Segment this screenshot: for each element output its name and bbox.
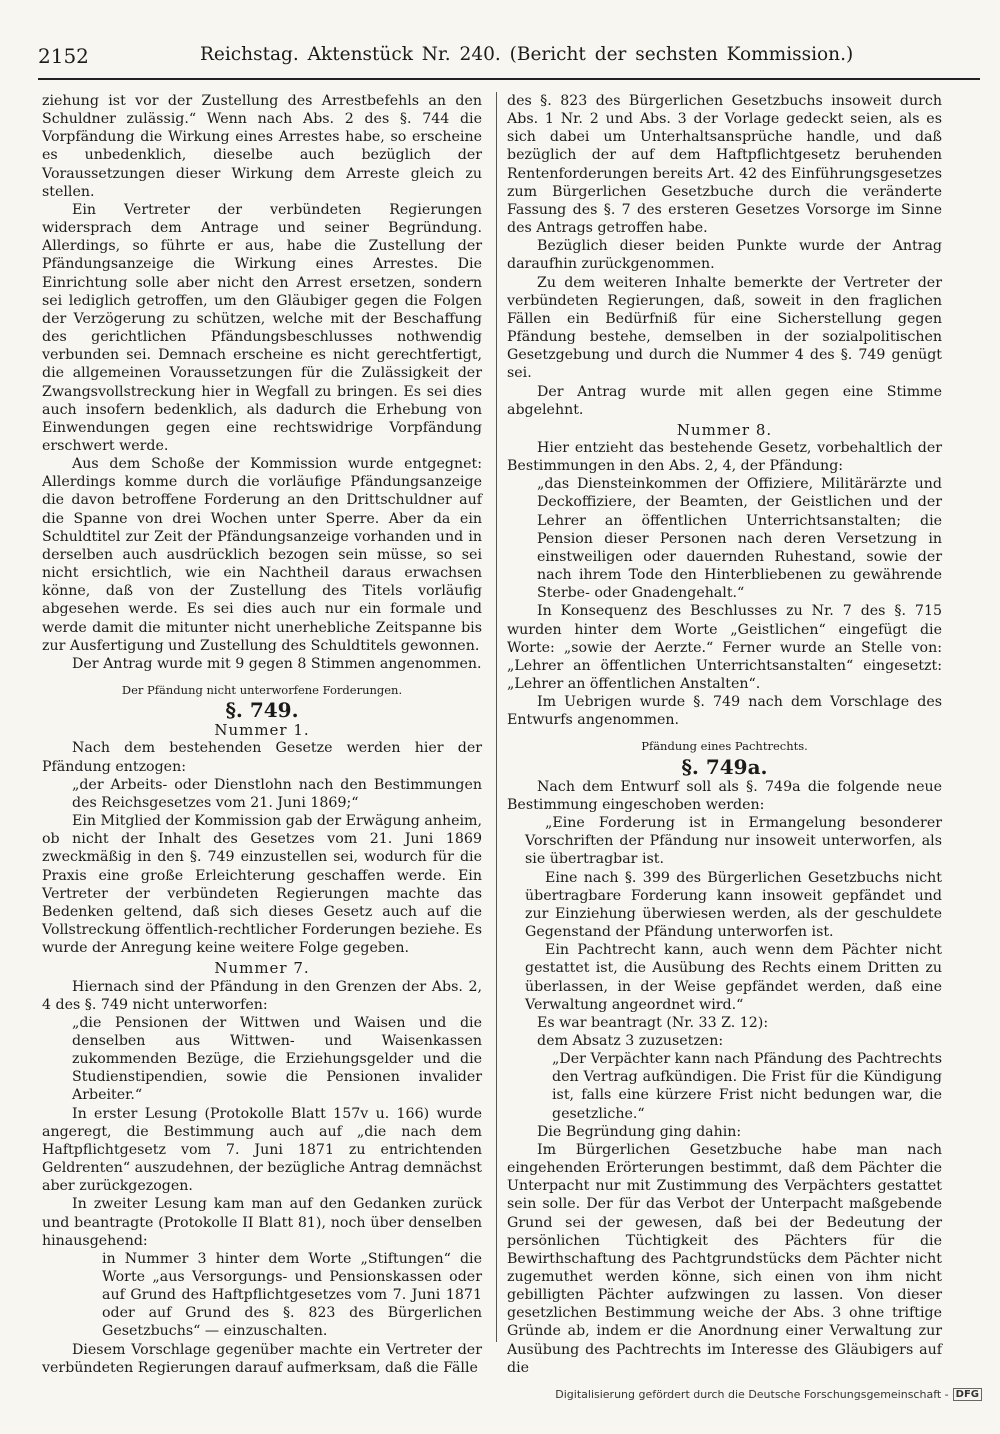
paragraph: Es war beantragt (Nr. 33 Z. 12): — [537, 1014, 769, 1031]
paragraph: In Konsequenz des Beschlusses zu Nr. 7 des §. 715 wurden hinter dem Worte „Geistlichen“ eingefügt die Worte: „sowie der Aerzte.“ Ferner wurde an Stelle von: „Lehrer an öffentlichen Unterrichtsanstalten“ eingesetzt: „Lehrer an öffentlichen Anstalten“. — [507, 603, 942, 692]
paragraph: Aus dem Schoße der Kommission wurde entgegnet: Allerdings komme durch die vorläufige Pfändungsanzeige die davon betroffene Forderung an den Drittschuldner auf die Spanne von drei Wochen unter Sperre. Aber da ein Schuldtitel zur Zeit der Pfändungsanzeige vorhanden und in derselben auch ausdrücklich bezogen sein müsse, so sei nicht ersichtlich, wie ein Nachtheil daraus erwachsen könne, daß von der Zustellung des Titels vorläufig abgesehen werde. Es sei dies auch nur ein formale und werde damit die mitunter nicht unerhebliche Zeitspanne bis zur Ausfertigung und Zustellung des Schuldtitels gewonnen. — [42, 456, 482, 654]
footer-credit — [555, 1388, 982, 1401]
paragraph: Ein Mitglied der Kommission gab der Erwägung anheim, ob nicht der Inhalt des Gesetzes vom 21. Juni 1869 zweckmäßig in den §. 749 einzustellen sei, wodurch für die Praxis eine große Erleichterung geschaffen werde. Ein Vertreter der verbündeten Regierungen machte das Bedenken geltend, daß sich dieses Gesetz auch auf die Vollstreckung öffentlich-rechtlicher Forderungen beziehe. Es wurde der Anregung keine weitere Folge gegeben. — [42, 813, 482, 957]
quotation: „das Diensteinkommen der Offiziere, Militärärzte und Deckoffiziere, der Beamten, der Geistlichen und der Lehrer an öffentlichen Unterrichtsanstalten; die Pension dieser Personen nach deren Versetzung in einstweiligen oder dauernden Ruhestand, sowie der nach ihrem Tode den Hinterbliebenen zu gewährende Sterbe- oder Gnadengehalt.“ — [537, 476, 942, 602]
quotation: „Der Verpächter kann nach Pfändung des Pachtrechts den Vertrag aufkündigen. Die Frist für die Kündigung ist, falls eine kürzere Frist nicht bedungen war, die gesetzliche.“ — [552, 1051, 942, 1122]
paragraph: des §. 823 des Bürgerlichen Gesetzbuchs insoweit durch Abs. 1 Nr. 2 und Abs. 3 der Vorlage gedeckt seien, als es sich dabei um Unterhaltsansprüche handle, und daß bezüglich der auf dem Haftpflichtgesetz beruhenden Rentenforderungen bereits Art. 42 des Einführungsgesetzes zum Bürgerlichen Gesetzbuche durch die veränderte Fassung des §. 7 des ersteren Gesetzes Vorsorge im Sinne des Antrags getroffen habe. — [507, 93, 942, 237]
paragraph: Hier entzieht das bestehende Gesetz, vorbehaltlich der Bestimmungen in den Abs. 2, 4, der Pfändung: — [507, 439, 942, 475]
number-heading: Nummer 7. — [214, 959, 310, 978]
column-divider — [496, 92, 497, 1342]
quotation: „Eine Forderung ist in Ermangelung besonderer Vorschriften der Pfändung nur insoweit unterworfen, als sie übertragbar ist. — [525, 815, 942, 868]
paragraph: Im Uebrigen wurde §. 749 nach dem Vorschlage des Entwurfs angenommen. — [507, 694, 942, 729]
number-heading: Nummer 8. — [676, 420, 773, 439]
paragraph: Zu dem weiteren Inhalte bemerkte der Vertreter der verbündeten Regierungen, daß, soweit in den fraglichen Fällen ein Bedürfniß für eine Sicherstellung gegen Pfändung bestehe, demselben in der sozialpolitischen Gesetzgebung und durch die Nummer 4 des §. 749 genügt sei. — [507, 274, 942, 382]
running-title: Reichstag. Aktenstück Nr. 240. (Bericht der sechsten Kommission.) — [200, 44, 854, 65]
quotation: Ein Pachtrecht kann, auch wenn dem Pächter nicht gestattet ist, die Ausübung des Rechts einem Dritten zu überlassen, in der Weise gepfändet werden, daß eine Verwaltung angeordnet wird.“ — [525, 942, 942, 1013]
paragraph: Ein Vertreter der verbündeten Regierungen widersprach dem Antrage und seiner Begründung. Allerdings, so führte er aus, habe die Zustellung der Pfändungsanzeige die Wirkung eines Arrestes. Die Einrichtung solle aber nicht den Arrest ersetzen, sondern sei lediglich getroffen, um den Gläubiger gegen die Folgen der Verzögerung zu schützen, welche mit der Beschaffung des gerichtlichen Pfändungsbeschlusses nothwendig verbunden sei. Demnach erscheine es nicht gerechtfertigt, die allgemeinen Voraussetzungen für die Zulässigkeit der Zwangsvollstreckung hier in Wegfall zu bringen. Es sei dies auch insofern bedenklich, als dadurch die Erhebung von Einwendungen gegen eine rechtswidrige Vorpfändung erschwert werde. — [42, 201, 482, 454]
page-header — [38, 44, 978, 74]
dfg-logo-icon: DFG — [953, 1388, 982, 1401]
left-column — [42, 92, 482, 1377]
quotation: „die Pensionen der Wittwen und Waisen und die denselben aus Wittwen- und Waisenkassen zukommenden Bezüge, die Erziehungsgelder und die Studienstipendien, sowie die Pensionen invalider Arbeiter.“ — [72, 1014, 482, 1104]
footer-text: Digitalisierung gefördert durch die Deutsche Forschungsgemeinschaft - — [555, 1388, 949, 1401]
section-heading: §. 749. — [225, 698, 299, 723]
paragraph: Bezüglich dieser beiden Punkte wurde der Antrag daraufhin zurückgenommen. — [507, 238, 942, 273]
paragraph: Der Antrag wurde mit 9 gegen 8 Stimmen angenommen. — [72, 655, 482, 672]
paragraph: Nach dem Entwurf soll als §. 749a die folgende neue Bestimmung eingeschoben werden: — [507, 778, 942, 813]
quotation: „der Arbeits- oder Dienstlohn nach den Bestimmungen des Reichsgesetzes vom 21. Juni 1869;“ — [72, 776, 482, 811]
paragraph: Hiernach sind der Pfändung in den Grenzen der Abs. 2, 4 des §. 749 nicht unterworfen: — [42, 978, 482, 1013]
paragraph: In erster Lesung (Protokolle Blatt 157v u. 166) wurde angeregt, die Bestimmung auch auf „die nach dem Haftpflichtgesetz vom 7. Juni 1871 zu entrichtenden Geldrenten“ auszudehnen, der bezügliche Antrag demnächst aber zurückgezogen. — [42, 1105, 482, 1195]
paragraph: In zweiter Lesung kam man auf den Gedanken zurück und beantragte (Protokolle II Blatt 81), noch über denselben hinausgehend: — [42, 1196, 482, 1249]
header-rule — [38, 78, 980, 80]
page-number: 2152 — [38, 44, 89, 68]
number-heading: Nummer 1. — [214, 721, 310, 740]
paragraph: Nach dem bestehenden Gesetze werden hier der Pfändung entzogen: — [42, 740, 482, 775]
paragraph: dem Absatz 3 zuzusetzen: — [537, 1032, 724, 1049]
section-subtitle: Der Pfändung nicht unterworfene Forderungen. — [121, 683, 403, 697]
section-subtitle: Pfändung eines Pachtrechts. — [641, 739, 808, 754]
paragraph: Im Bürgerlichen Gesetzbuche habe man nach eingehenden Erörterungen bestimmt, daß dem Pächter die Unterpacht nur mit Zustimmung des Verpächters gestattet sein solle. Der für das Verbot der Unterpacht maßgebende Grund sei der gewesen, daß bei der Bedeutung der persönlichen Tüchtigkeit des Pächters für die Bewirthschaftung des Pachtgrundstücks dem Pächter nicht zugemuthet werden könne, sich einen von ihm nicht gebilligten Pächter aufzwingen zu lassen. Von dieser gesetzlichen Bestimmung weiche der Abs. 3 ohne triftige Gründe ab, indem er die Anordnung einer Verwaltung zur Ausübung des Pachtrechts im Interesse des Gläubigers auf die — [507, 1141, 942, 1376]
section-heading: §. 749a. — [681, 754, 768, 779]
paragraph: ziehung ist vor der Zustellung des Arrestbefehls an den Schuldner zulässig.“ Wenn nach Abs. 2 des §. 744 die Vorpfändung die Wirkung eines Arrestes habe, so erscheine es unbedenklich, dieselbe auch bezüglich der Voraussetzungen dieser Wirkung dem Arreste gleich zu stellen. — [42, 93, 482, 200]
paragraph: Diesem Vorschlage gegenüber machte ein Vertreter der verbündeten Regierungen darauf aufmerksam, daß die Fälle — [42, 1341, 482, 1376]
quotation: Eine nach §. 399 des Bürgerlichen Gesetzbuchs nicht übertragbare Forderung kann insoweit gepfändet und zur Einziehung überwiesen werden, als der geschuldete Gegenstand der Pfändung unterworfen ist. — [525, 869, 942, 941]
right-column — [507, 92, 942, 1377]
paragraph: Der Antrag wurde mit allen gegen eine Stimme abgelehnt. — [507, 383, 942, 418]
quotation: in Nummer 3 hinter dem Worte „Stiftungen“ die Worte „aus Versorgungs- und Pensionskassen oder auf Grund des Haftpflichtgesetzes vom 7. Juni 1871 oder auf Grund des §. 823 des Bürgerlichen Gesetzbuchs“ — einzuschalten. — [102, 1250, 482, 1340]
paragraph: Die Begründung ging dahin: — [537, 1123, 742, 1140]
